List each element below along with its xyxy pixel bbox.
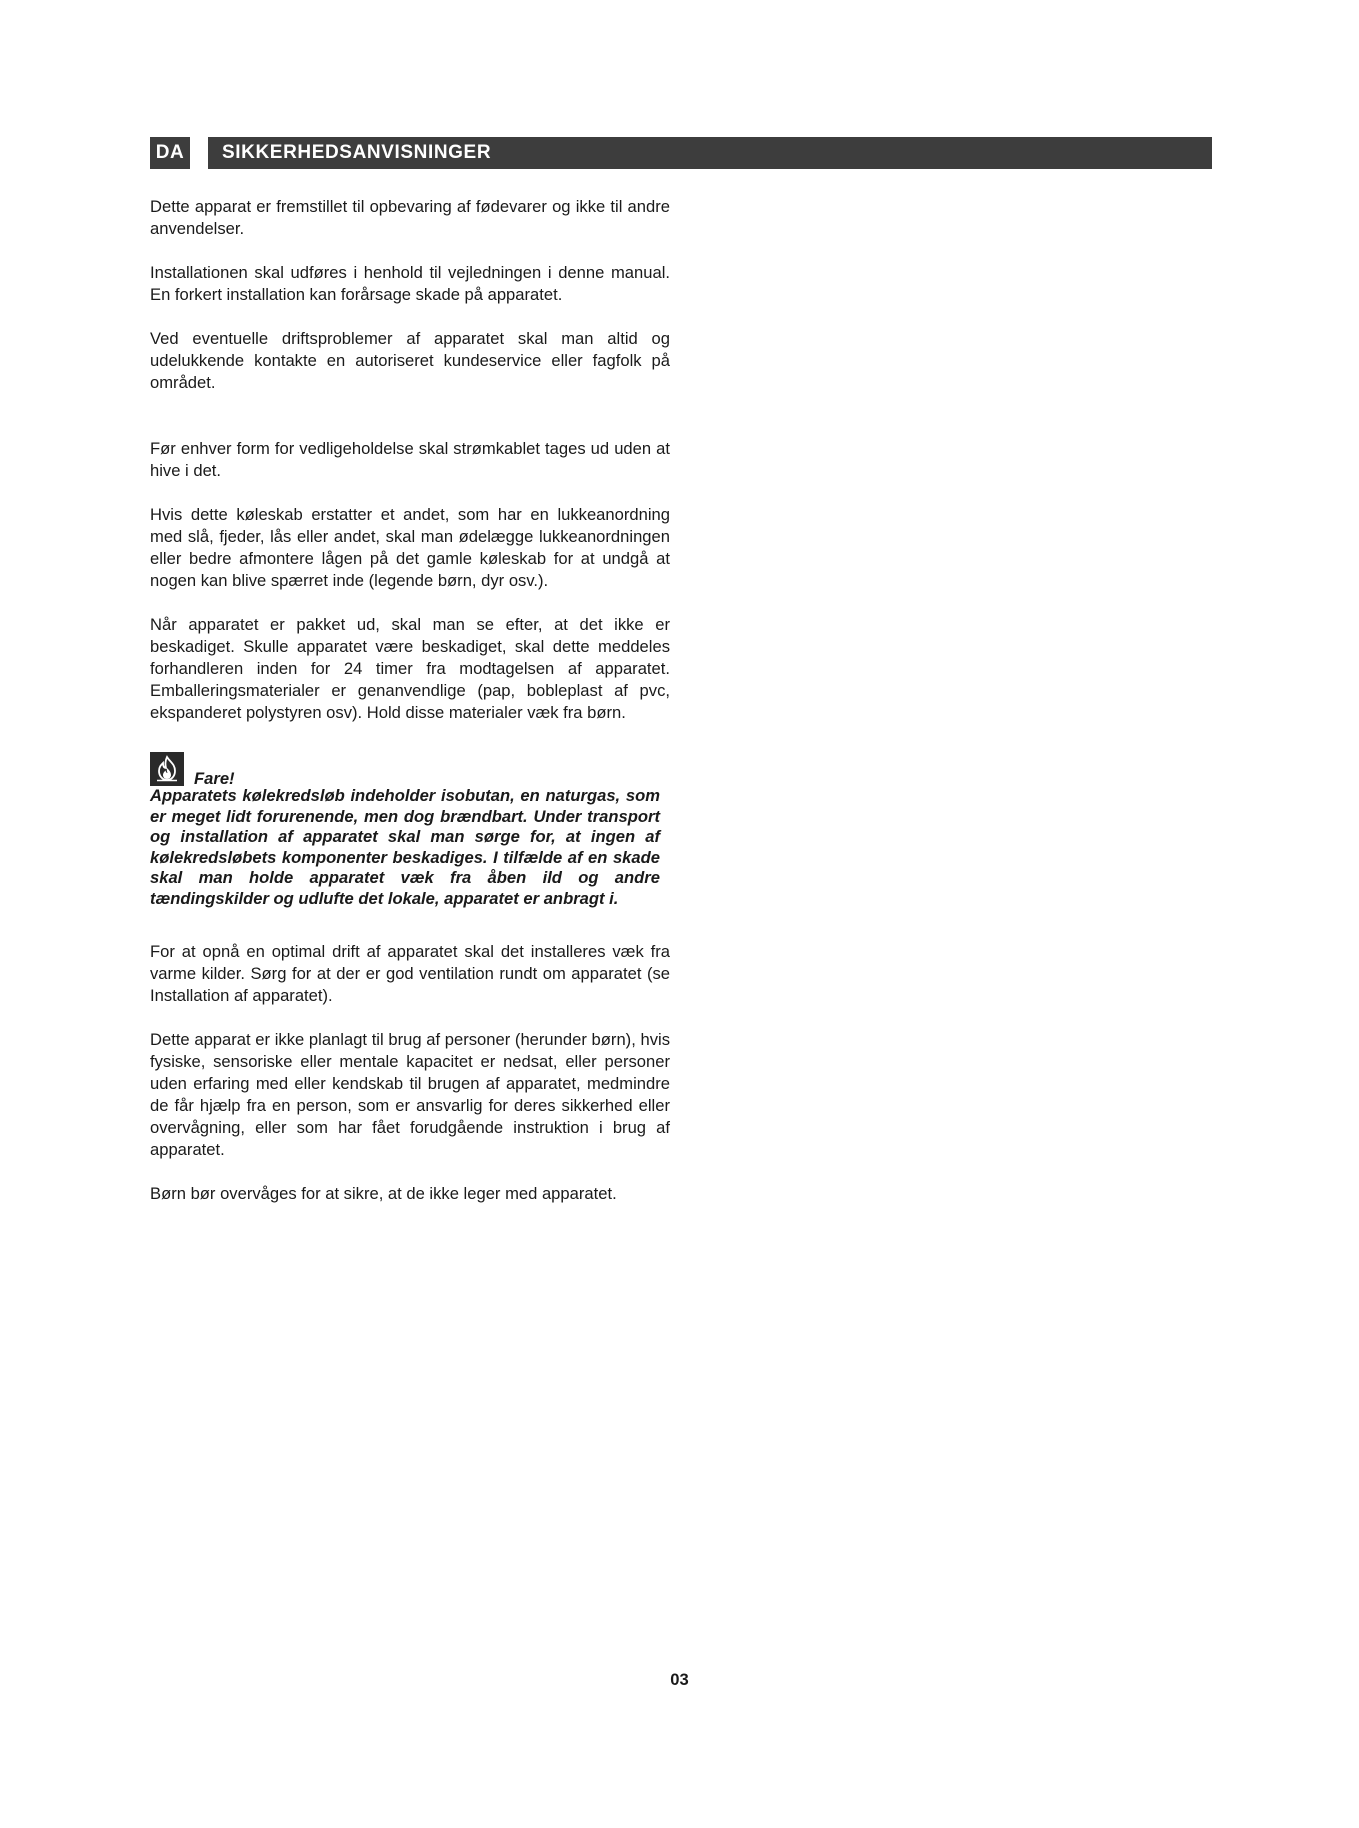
language-tag: DA bbox=[150, 137, 190, 169]
paragraph-maintenance: Før enhver form for vedligeholdelse skal strømkablet tages ud uden at hive i det. bbox=[150, 439, 670, 480]
warning-text: Apparatets kølekredsløb indeholder isobutan, en naturgas, som er meget lidt forurenende, men dog brændbart. Under transport og installation af apparatet skal man sørge for, at ingen af kølekredsløbets komponenter beskadiges. I tilfælde af en skade skal man holde apparatet væk fra åben ild og andre tændingskilder og udlufte det lokale, apparatet er anbragt i. bbox=[150, 786, 660, 908]
paragraph-persons: Dette apparat er ikke planlagt til brug af personer (herunder børn), hvis fysiske, sensoriske eller mentale kapacitet er nedsat, eller personer uden erfaring med eller kendskab til brugen af apparatet, medmindre de får hjælp fra en person, som er ansvarlig for deres sikkerhed eller overvågning, eller som har fået forudgående instruktion i brug af apparatet. bbox=[150, 1030, 670, 1159]
section-header bbox=[150, 137, 1212, 169]
page-number: 03 bbox=[670, 1670, 689, 1689]
paragraph-installation: Installationen skal udføres i henhold til vejledningen i denne manual. En forkert installation kan forårsage skade på apparatet. bbox=[150, 263, 670, 304]
paragraph-unpacking: Når apparatet er pakket ud, skal man se efter, at det ikke er beskadiget. Skulle apparatet være beskadiget, skal dette meddeles forhandleren inden for 24 timer fra modtagelsen af apparatet. Emballeringsmaterialer er genanvendlige (pap, bobleplast af pvc, ekspanderet polystyren osv). Hold disse materialer væk fra børn. bbox=[150, 615, 670, 722]
warning-title: Fare! bbox=[194, 769, 235, 788]
document-body bbox=[150, 196, 670, 1205]
paragraph-old-fridge: Hvis dette køleskab erstatter et andet, som har en lukkeanordning med slå, fjeder, lås eller andet, skal man ødelægge lukkeanordningen eller bedre afmontere lågen på det gamle køleskab for at undgå at nogen kan blive spærret inde (legende børn, dyr osv.). bbox=[150, 505, 670, 590]
paragraph-intended-use: Dette apparat er fremstillet til opbevaring af fødevarer og ikke til andre anvendelser. bbox=[150, 197, 670, 238]
section-title: SIKKERHEDSANVISNINGER bbox=[208, 137, 1212, 169]
paragraph-children: Børn bør overvåges for at sikre, at de ikke leger med apparatet. bbox=[150, 1184, 617, 1203]
flame-icon bbox=[150, 752, 184, 786]
paragraph-service: Ved eventuelle driftsproblemer af apparatet skal man altid og udelukkende kontakte en autoriseret kundeservice eller fagfolk på området. bbox=[150, 329, 670, 392]
warning-heading bbox=[150, 746, 670, 786]
paragraph-ventilation: For at opnå en optimal drift af apparatet skal det installeres væk fra varme kilder. Sørg for at der er god ventilation rundt om apparatet (se Installation af apparatet). bbox=[150, 942, 670, 1005]
